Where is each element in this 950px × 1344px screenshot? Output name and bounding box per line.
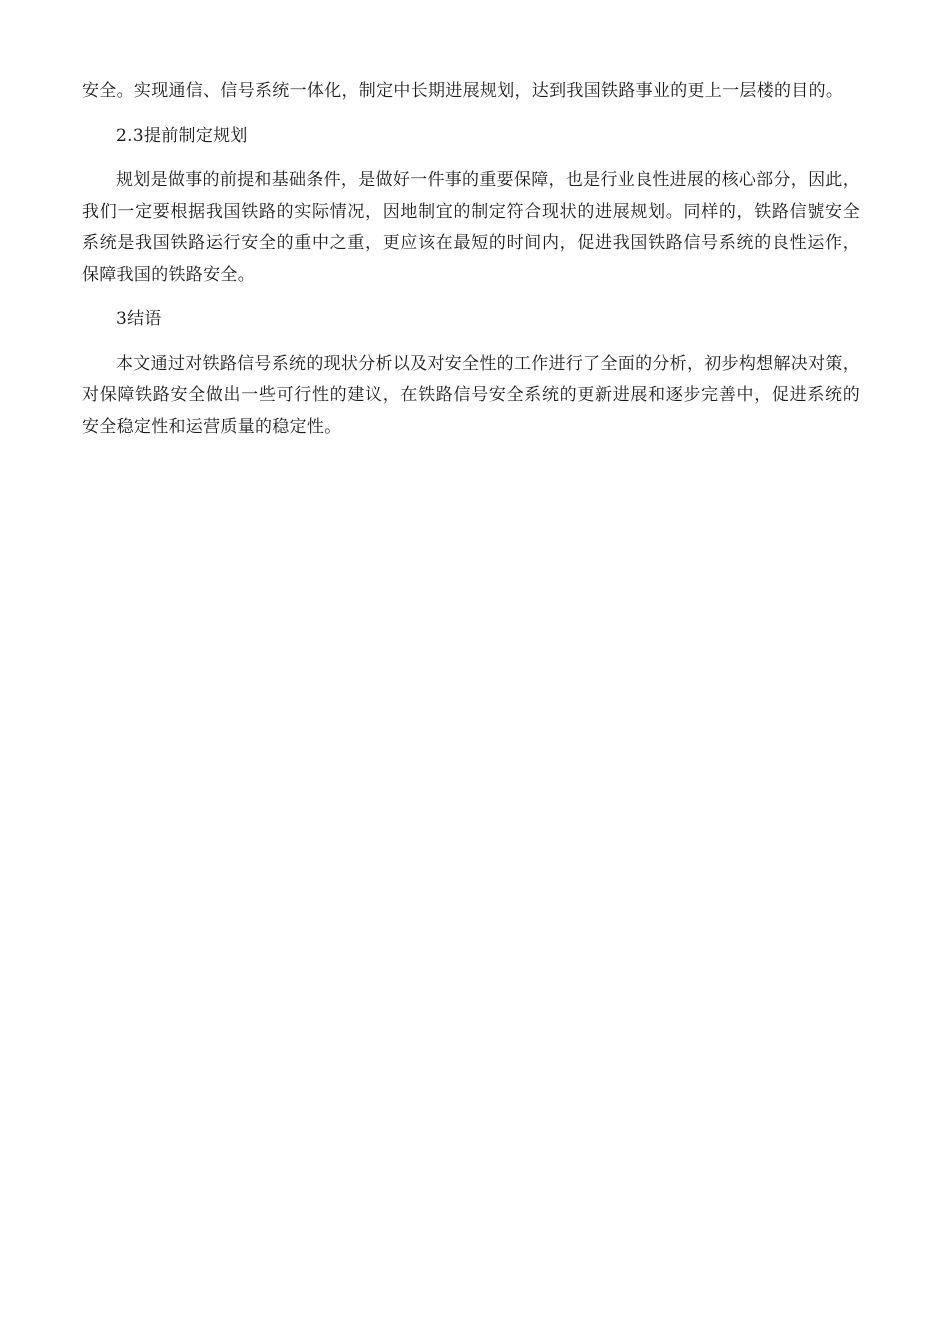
section-heading-3: 3结语 <box>116 309 162 329</box>
document-page <box>82 76 860 443</box>
body-paragraph-planning: 规划是做事的前提和基础条件，是做好一件事的重要保障，也是行业良性进展的核心部分，因此，我们一定要根据我国铁路的实际情况，因地制宜的制定符合现状的进展规划。同样的，铁路信號安全系统是我国铁路运行安全的重中之重，更应该在最短的时间内，促进我国铁路信号系统的良性运作，保障我国的铁路安全。 <box>82 170 860 285</box>
section-heading-2-3: 2.3提前制定规划 <box>116 125 248 146</box>
body-paragraph-conclusion: 本文通过对铁路信号系统的现状分析以及对安全性的工作进行了全面的分析，初步构想解决对策，对保障铁路安全做出一些可行性的建议，在铁路信号安全系统的更新进展和逐步完善中，促进系统的安全稳定性和运营质量的稳定性。 <box>82 353 860 437</box>
body-paragraph-continuation: 安全。实现通信、信号系统一体化，制定中长期进展规划，达到我国铁路事业的更上一层楼的目的。 <box>82 81 844 101</box>
